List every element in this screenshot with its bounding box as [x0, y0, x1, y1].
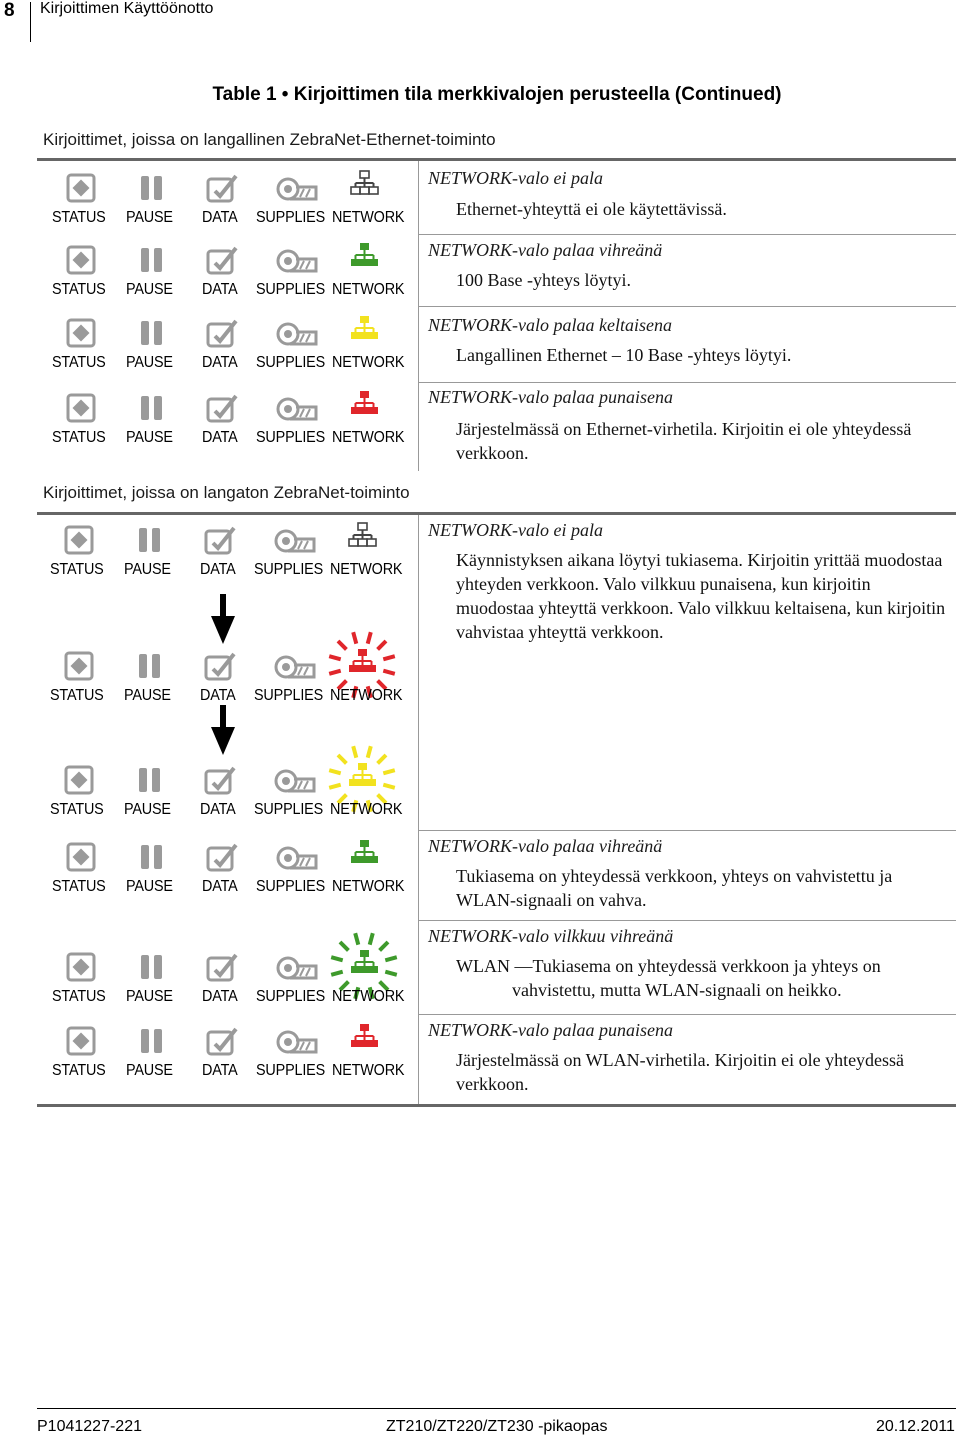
supplies-label: SUPPLIES: [256, 429, 326, 446]
desc-text: Ethernet-yhteyttä ei ole käytettävissä.: [456, 199, 727, 219]
supplies-icon: [274, 651, 316, 681]
network-label: NETWORK: [332, 1062, 405, 1079]
pause-icon: [138, 952, 166, 982]
data-label: DATA: [200, 801, 236, 818]
indicator-panel: [50, 765, 410, 825]
indicator-panel: [50, 651, 410, 711]
supplies-icon: [276, 245, 318, 275]
network-label: NETWORK: [332, 429, 405, 446]
indicator-panel: [52, 318, 412, 378]
indicator-panel: [52, 952, 412, 1012]
pause-label: PAUSE: [126, 429, 173, 446]
supplies-icon: [276, 173, 318, 203]
data-icon: [206, 952, 240, 982]
state-text: NETWORK-valo palaa keltaisena: [428, 315, 672, 335]
desc-text: Järjestelmässä on Ethernet-virhetila. Kirjoitin ei ole yhteydessä verkkoon.: [456, 419, 912, 463]
network-label: NETWORK: [332, 878, 405, 895]
section-title-wired: Kirjoittimet, joissa on langallinen ZebraNet-Ethernet-toiminto: [43, 130, 496, 149]
network-label: NETWORK: [332, 209, 405, 226]
data-label: DATA: [202, 429, 238, 446]
indicator-panel: [50, 525, 410, 585]
desc-text: 100 Base -yhteys löytyi.: [456, 270, 631, 290]
supplies-icon: [276, 952, 318, 982]
status-label: STATUS: [52, 1062, 106, 1079]
desc-text: Tukiasema on yhteydessä verkkoon, yhteys on vahvistettu ja WLAN-signaali on vahva.: [456, 866, 893, 910]
data-label: DATA: [202, 1062, 238, 1079]
pause-icon: [138, 173, 166, 203]
supplies-icon: [276, 1026, 318, 1056]
footer-doc-number: P1041227-221: [37, 1418, 142, 1435]
supplies-label: SUPPLIES: [256, 354, 326, 371]
network-label: NETWORK: [330, 561, 403, 578]
data-icon: [206, 173, 240, 203]
footer-title: ZT210/ZT220/ZT230 -pikaopas: [386, 1418, 608, 1435]
data-label: DATA: [202, 209, 238, 226]
desc-text: Järjestelmässä on WLAN-virhetila. Kirjoitin ei ole yhteydessä verkkoon.: [456, 1050, 905, 1094]
network-label: NETWORK: [332, 988, 405, 1005]
supplies-icon: [274, 525, 316, 555]
supplies-label: SUPPLIES: [256, 878, 326, 895]
state-text: NETWORK-valo palaa punaisena: [428, 387, 673, 407]
data-icon: [206, 245, 240, 275]
page-number: 8: [4, 0, 15, 21]
supplies-icon: [274, 765, 316, 795]
data-label: DATA: [200, 687, 236, 704]
desc-text: Langallinen Ethernet – 10 Base -yhteys löytyi.: [456, 345, 792, 365]
supplies-icon: [276, 842, 318, 872]
status-icon: [66, 245, 96, 275]
indicator-panel: [52, 1026, 412, 1086]
status-label: STATUS: [52, 281, 106, 298]
data-icon: [206, 393, 240, 423]
table-title: Table 1 • Kirjoittimen tila merkkivalojen perusteella (Continued): [212, 84, 782, 105]
table-rule: [37, 158, 956, 161]
network-label: NETWORK: [330, 687, 403, 704]
pause-icon: [138, 245, 166, 275]
desc-text: WLAN —Tukiasema on yhteydessä verkkoon ja yhteys on: [456, 956, 881, 976]
status-label: STATUS: [52, 878, 106, 895]
data-icon: [204, 765, 238, 795]
arrow-down-icon: [208, 705, 238, 757]
pause-icon: [136, 525, 164, 555]
indicator-panel: [52, 245, 412, 305]
pause-label: PAUSE: [124, 801, 171, 818]
supplies-label: SUPPLIES: [256, 1062, 326, 1079]
data-icon: [206, 318, 240, 348]
supplies-label: SUPPLIES: [254, 687, 324, 704]
indicator-panel: [52, 842, 412, 902]
data-label: DATA: [202, 988, 238, 1005]
network-label: NETWORK: [332, 354, 405, 371]
pause-icon: [136, 651, 164, 681]
status-icon: [66, 1026, 96, 1056]
state-text: NETWORK-valo palaa vihreänä: [428, 240, 663, 260]
column-divider: [418, 161, 419, 471]
pause-label: PAUSE: [124, 687, 171, 704]
status-label: STATUS: [50, 801, 104, 818]
pause-label: PAUSE: [126, 209, 173, 226]
pause-label: PAUSE: [124, 561, 171, 578]
pause-label: PAUSE: [126, 354, 173, 371]
table-rule: [37, 512, 956, 515]
pause-icon: [136, 765, 164, 795]
pause-icon: [138, 842, 166, 872]
supplies-icon: [276, 393, 318, 423]
row-rule: [419, 830, 956, 831]
arrow-down-icon: [208, 594, 238, 646]
footer-date: 20.12.2011: [876, 1418, 955, 1435]
row-rule: [419, 1014, 956, 1015]
status-label: STATUS: [52, 354, 106, 371]
supplies-label: SUPPLIES: [256, 988, 326, 1005]
state-text: NETWORK-valo ei pala: [428, 520, 603, 540]
state-text: NETWORK-valo ei pala: [428, 168, 603, 188]
data-icon: [204, 651, 238, 681]
state-text: NETWORK-valo vilkkuu vihreänä: [428, 926, 674, 946]
data-label: DATA: [200, 561, 236, 578]
indicator-panel: [52, 173, 412, 233]
supplies-label: SUPPLIES: [254, 561, 324, 578]
header-divider: [30, 2, 31, 42]
state-text: NETWORK-valo palaa punaisena: [428, 1020, 673, 1040]
network-label: NETWORK: [332, 281, 405, 298]
supplies-label: SUPPLIES: [254, 801, 324, 818]
section-title-wireless: Kirjoittimet, joissa on langaton ZebraNet-toiminto: [43, 483, 410, 502]
status-icon: [66, 318, 96, 348]
status-icon: [64, 765, 94, 795]
data-icon: [204, 525, 238, 555]
supplies-icon: [276, 318, 318, 348]
row-rule: [419, 382, 956, 383]
status-icon: [64, 525, 94, 555]
status-label: STATUS: [52, 988, 106, 1005]
data-label: DATA: [202, 878, 238, 895]
status-icon: [66, 952, 96, 982]
row-rule: [419, 920, 956, 921]
supplies-label: SUPPLIES: [256, 209, 326, 226]
row-rule: [419, 234, 956, 235]
status-label: STATUS: [50, 687, 104, 704]
row-rule: [419, 306, 956, 307]
data-icon: [206, 842, 240, 872]
supplies-label: SUPPLIES: [256, 281, 326, 298]
data-label: DATA: [202, 281, 238, 298]
desc-text: vahvistettu, mutta WLAN-signaali on heikko.: [512, 980, 842, 1000]
column-divider: [418, 515, 419, 1105]
status-icon: [66, 173, 96, 203]
status-icon: [66, 842, 96, 872]
pause-label: PAUSE: [126, 281, 173, 298]
pause-label: PAUSE: [126, 878, 173, 895]
status-label: STATUS: [52, 209, 106, 226]
chapter-title: Kirjoittimen Käyttöönotto: [40, 0, 214, 17]
status-icon: [64, 651, 94, 681]
pause-icon: [138, 318, 166, 348]
pause-label: PAUSE: [126, 988, 173, 1005]
status-label: STATUS: [52, 429, 106, 446]
pause-label: PAUSE: [126, 1062, 173, 1079]
footer-rule: [37, 1408, 956, 1409]
desc-text: Käynnistyksen aikana löytyi tukiasema. Kirjoitin yrittää muodostaa yhteyden verkkoon. Valo vilkkuu punaisena, kun kirjoitin muodostaa yhteyttä verkkoon. Valo vilkkuu keltaisena, kun kirjoitin vahvistaa yhteyttä verkkoon.: [456, 550, 946, 642]
data-icon: [206, 1026, 240, 1056]
indicator-panel: [52, 393, 412, 453]
state-text: NETWORK-valo palaa vihreänä: [428, 836, 663, 856]
status-icon: [66, 393, 96, 423]
network-label: NETWORK: [330, 801, 403, 818]
pause-icon: [138, 1026, 166, 1056]
table-rule: [37, 1104, 956, 1107]
status-label: STATUS: [50, 561, 104, 578]
data-label: DATA: [202, 354, 238, 371]
pause-icon: [138, 393, 166, 423]
